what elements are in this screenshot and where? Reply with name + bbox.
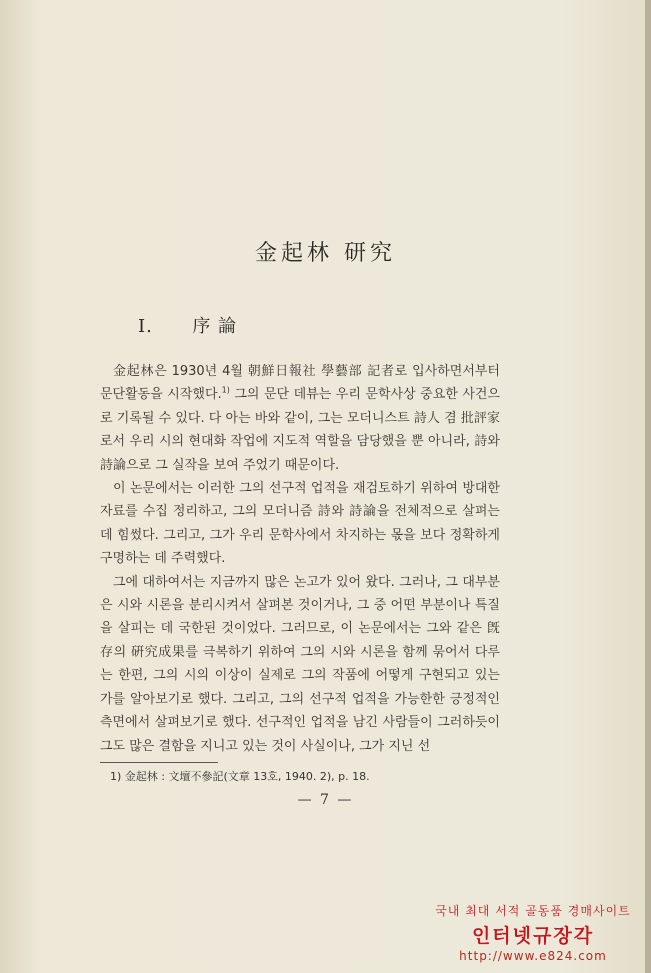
footnote-reference: 1): [221, 386, 230, 396]
watermark-url: http://www.e824.com: [459, 949, 607, 963]
watermark-stamp: [433, 902, 633, 963]
footnote-rule: [100, 762, 218, 763]
paragraph-2: [100, 477, 500, 571]
watermark-brand: 인터넷규장각: [471, 925, 595, 947]
section-number: I.: [138, 316, 153, 337]
section-heading: [138, 312, 237, 338]
paragraph-text: 金起林은 1930년 4월 朝鮮日報社 學藝部 記者로 입사하면서부터 문단활동을 시작했다.: [100, 364, 500, 403]
section-title: 序 論: [192, 316, 238, 337]
page-number: — 7 —: [297, 792, 354, 808]
document-title: 金起林 研究: [255, 241, 396, 266]
footnote: 1) 金起林 : 文壇不參記(文章 13호, 1940. 2), p. 18.: [110, 770, 370, 783]
page-edge: [645, 0, 651, 973]
paragraph-text: 그의 문단 데뷰는 우리 문학사상 중요한 사건으로 기록될 수 있다. 다 아는 바와 같이, 그는 모더니스트 詩人 겸 批評家로서 우리 시의 현대화 작업에 지도적 역할을 담당했을 뿐 아니라, 詩와 詩論으로 그 실작을 보여 주었기 때문이다.: [100, 387, 500, 473]
watermark-tagline: 국내 최대 서적 골동품 경매사이트: [435, 904, 631, 918]
body-text: [100, 360, 500, 758]
paragraph-text: 그에 대하여서는 지금까지 많은 논고가 있어 왔다. 그러나, 그 대부분은 시와 시론을 분리시켜서 살펴본 것이거나, 그 중 어떤 부분이나 특질을 살피는 데 국한된 것이었다. 그러므로, 이 논문에서는 그와 같은 旣存의 硏究成果를 극복하기 위하여 그의 시와 시론을 함께 묶어서 다루는 한편, 그의 시의 이상이 실제로 그의 작품에 어떻게 구현되고 있는 가를 알아보기로 했다. 그리고, 그의 선구적 업적을 가능한한 긍정적인 측면에서 살펴보기로 했다. 선구적인 업적을 남긴 사람들이 그러하듯이 그도 많은 결함을 지니고 있는 것이 사실이나, 그가 지닌 선: [100, 574, 500, 754]
paragraph-1: [100, 360, 500, 477]
paragraph-3: [100, 571, 500, 758]
paragraph-text: 이 논문에서는 이러한 그의 선구적 업적을 재검토하기 위하여 방대한 자료를 수집 정리하고, 그의 모더니즘 詩와 詩論을 전체적으로 살펴는 데 힘썼다. 그리고, 그가 우리 문학사에서 차지하는 몫을 보다 정확하게 구명하는 데 주력했다.: [100, 481, 500, 567]
